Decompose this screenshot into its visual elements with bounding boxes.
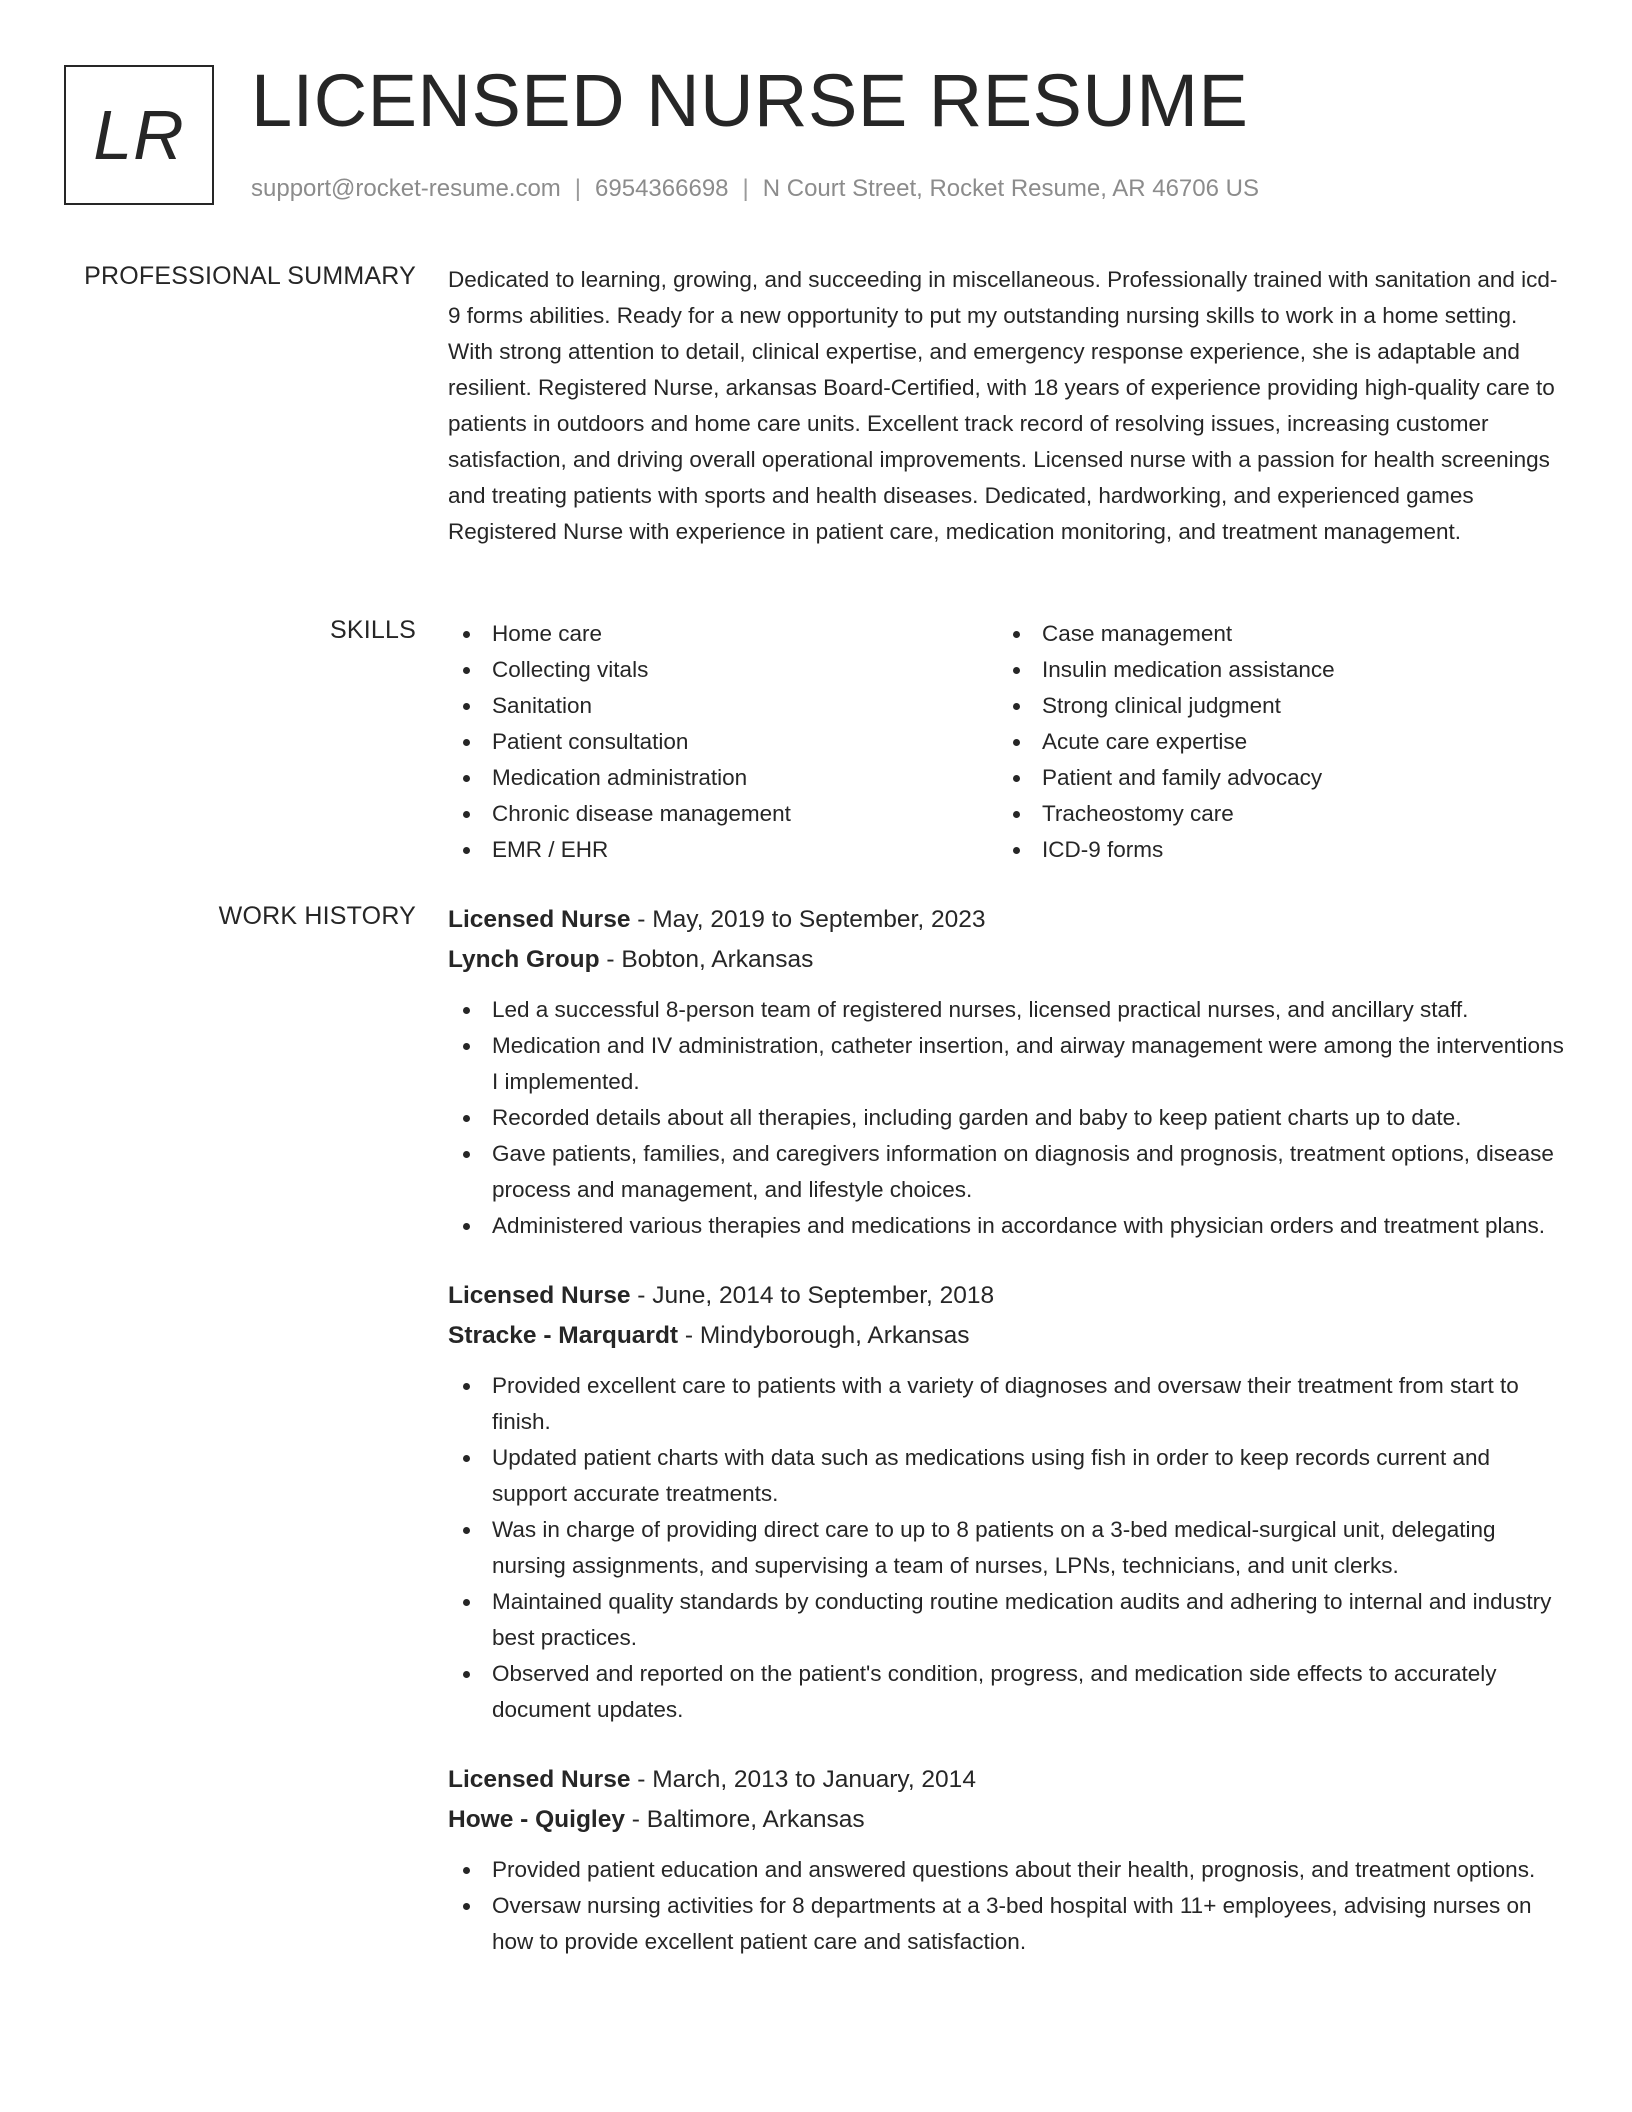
job-duty-item: Medication and IV administration, catheter insertion, and airway management were among the interventions I implemented. (448, 1028, 1564, 1100)
skills-list-left (448, 616, 998, 868)
skill-item: EMR / EHR (448, 832, 998, 868)
job-dates: - June, 2014 to September, 2018 (637, 1282, 995, 1309)
skill-item: Home care (448, 616, 998, 652)
summary-content (448, 262, 1564, 550)
skills-heading: SKILLS (330, 616, 416, 644)
skill-item: Strong clinical judgment (998, 688, 1548, 724)
skill-item: Collecting vitals (448, 652, 998, 688)
skill-item: Acute care expertise (998, 724, 1548, 760)
job-duty-item: Administered various therapies and medications in accordance with physician orders and treatment plans. (448, 1208, 1564, 1244)
job-title-line (448, 1276, 1564, 1316)
skill-item: Chronic disease management (448, 796, 998, 832)
job-location: - Bobton, Arkansas (606, 946, 814, 973)
job-duty-item: Provided patient education and answered questions about their health, prognosis, and treatment options. (448, 1852, 1564, 1888)
job-entry (448, 900, 1564, 1244)
skill-item: Medication administration (448, 760, 998, 796)
job-dates: - May, 2019 to September, 2023 (637, 906, 986, 933)
job-duty-item: Led a successful 8-person team of registered nurses, licensed practical nurses, and ancillary staff. (448, 992, 1564, 1028)
monogram-logo: LR (64, 65, 214, 205)
job-duties-list (448, 1368, 1564, 1728)
job-duty-item: Observed and reported on the patient's condition, progress, and medication side effects to accurately document updates. (448, 1656, 1564, 1728)
job-company-line (448, 940, 1564, 980)
job-duty-item: Was in charge of providing direct care to up to 8 patients on a 3-bed medical-surgical unit, delegating nursing assignments, and supervising a team of nurses, LPNs, technicians, and unit clerks. (448, 1512, 1564, 1584)
job-duties-list (448, 1852, 1564, 1960)
skill-item: ICD-9 forms (998, 832, 1548, 868)
contact-address: N Court Street, Rocket Resume, AR 46706 US (762, 175, 1259, 202)
job-title: Licensed Nurse (448, 1766, 631, 1793)
contact-line (251, 175, 1259, 203)
summary-heading: PROFESSIONAL SUMMARY (84, 262, 416, 290)
work-history-heading: WORK HISTORY (218, 902, 416, 930)
job-location: - Baltimore, Arkansas (631, 1806, 865, 1833)
job-dates: - March, 2013 to January, 2014 (637, 1766, 976, 1793)
job-duty-item: Provided excellent care to patients with a variety of diagnoses and oversaw their treatment from start to finish. (448, 1368, 1564, 1440)
job-duty-item: Oversaw nursing activities for 8 departments at a 3-bed hospital with 11+ employees, advising nurses on how to provide excellent patient care and satisfaction. (448, 1888, 1564, 1960)
job-company-line (448, 1800, 1564, 1840)
skill-item: Case management (998, 616, 1548, 652)
contact-separator: | (574, 175, 582, 202)
resume-title: LICENSED NURSE RESUME (251, 59, 1249, 142)
job-entry (448, 1760, 1564, 1960)
job-company: Lynch Group (448, 946, 600, 973)
job-entry (448, 1276, 1564, 1728)
skill-item: Patient consultation (448, 724, 998, 760)
skill-item: Tracheostomy care (998, 796, 1548, 832)
skill-item: Patient and family advocacy (998, 760, 1548, 796)
job-duty-item: Maintained quality standards by conducting routine medication audits and adhering to internal and industry best practices. (448, 1584, 1564, 1656)
skills-grid (448, 616, 1564, 868)
job-company: Howe - Quigley (448, 1806, 625, 1833)
work-history-content (448, 900, 1564, 1992)
skill-item: Insulin medication assistance (998, 652, 1548, 688)
skills-content (448, 616, 1564, 868)
summary-text: Dedicated to learning, growing, and succeeding in miscellaneous. Professionally trained with sanitation and icd-9 forms abilities. Ready for a new opportunity to put my outstanding nursing skills to work in a home setting. With strong attention to detail, clinical expertise, and emergency response experience, she is adaptable and resilient. Registered Nurse, arkansas Board-Certified, with 18 years of experience providing high-quality care to patients in outdoors and home care units. Excellent track record of resolving issues, increasing customer satisfaction, and driving overall operational improvements. Licensed nurse with a passion for health screenings and treating patients with sports and health diseases. Dedicated, hardworking, and experienced games Registered Nurse with experience in patient care, medication monitoring, and treatment management. (448, 267, 1558, 544)
job-company-line (448, 1316, 1564, 1356)
contact-phone: 6954366698 (595, 175, 729, 202)
contact-email: support@rocket-resume.com (251, 175, 561, 202)
job-location: - Mindyborough, Arkansas (684, 1322, 970, 1349)
job-title-line (448, 900, 1564, 940)
job-duties-list (448, 992, 1564, 1244)
contact-separator: | (742, 175, 749, 202)
job-title-line (448, 1760, 1564, 1800)
job-duty-item: Updated patient charts with data such as medications using fish in order to keep records current and support accurate treatments. (448, 1440, 1564, 1512)
job-duty-item: Recorded details about all therapies, including garden and baby to keep patient charts up to date. (448, 1100, 1564, 1136)
job-company: Stracke - Marquardt (448, 1322, 679, 1349)
job-title: Licensed Nurse (448, 906, 631, 933)
job-duty-item: Gave patients, families, and caregivers information on diagnosis and prognosis, treatment options, disease process and management, and lifestyle choices. (448, 1136, 1564, 1208)
skill-item: Sanitation (448, 688, 998, 724)
job-title: Licensed Nurse (448, 1282, 631, 1309)
skills-list-right (998, 616, 1548, 868)
